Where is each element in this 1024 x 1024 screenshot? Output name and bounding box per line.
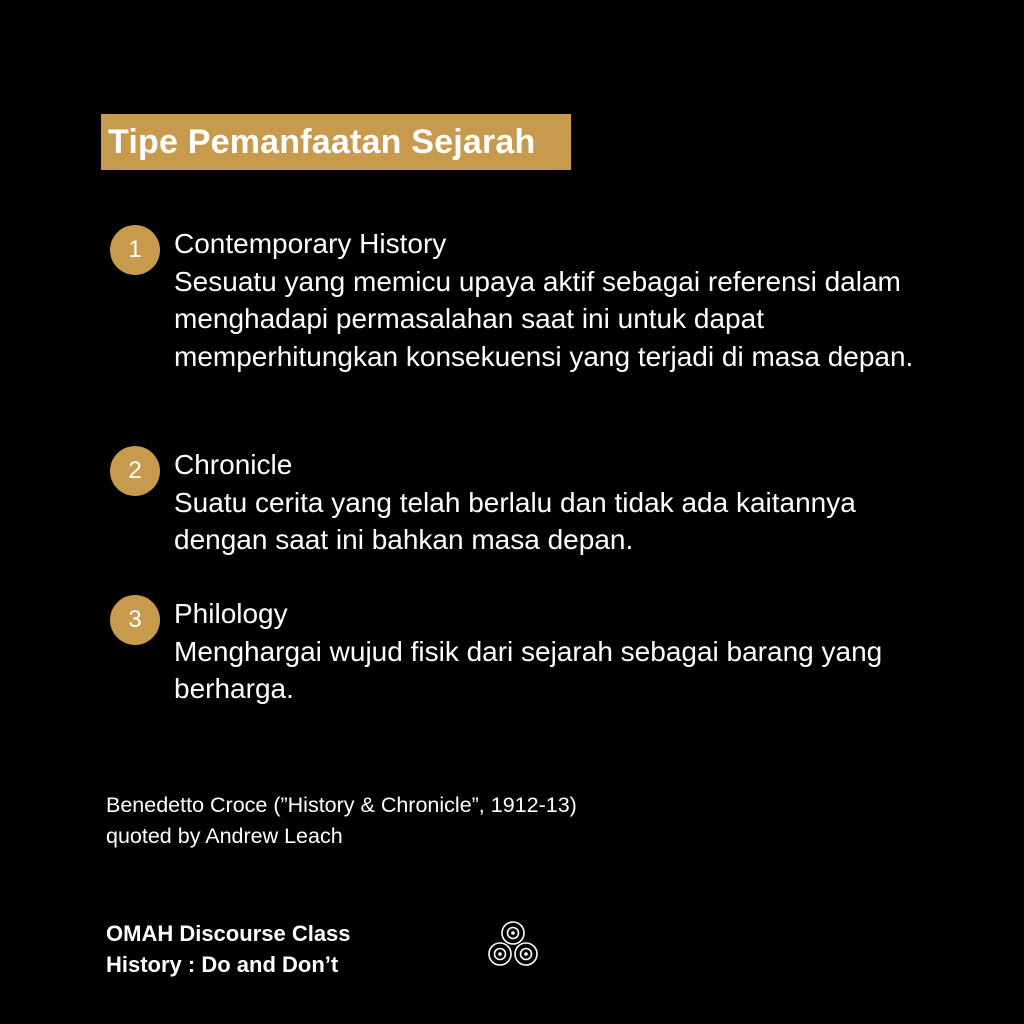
item-heading: Chronicle bbox=[174, 449, 293, 480]
item-description: Suatu cerita yang telah berlalu dan tidak ada kaitannya dengan saat ini bahkan masa depan. bbox=[174, 486, 856, 555]
page-title: Tipe Pemanfaatan Sejarah bbox=[108, 122, 536, 161]
list-item-chronicle bbox=[110, 446, 940, 559]
number-badge: 2 bbox=[110, 446, 160, 496]
item-heading: Contemporary History bbox=[174, 228, 447, 259]
list-item-philology bbox=[110, 595, 940, 708]
citation-source: Benedetto Croce (”History & Chronicle”, 1912-13) bbox=[106, 793, 577, 817]
title-banner bbox=[101, 114, 571, 170]
class-name: OMAH Discourse Class bbox=[106, 921, 351, 946]
session-title: History : Do and Don’t bbox=[106, 952, 339, 977]
number-badge: 1 bbox=[110, 225, 160, 275]
list-item-contemporary-history bbox=[110, 225, 940, 375]
number-badge: 3 bbox=[110, 595, 160, 645]
citation-attribution: quoted by Andrew Leach bbox=[106, 824, 343, 848]
triple-spiral-icon bbox=[483, 914, 543, 974]
item-description: Menghargai wujud fisik dari sejarah sebagai barang yang berharga. bbox=[174, 635, 883, 704]
footer-label bbox=[106, 918, 351, 980]
item-description: Sesuatu yang memicu upaya aktif sebagai referensi dalam menghadapi permasalahan saat ini untuk dapat memperhitungkan konsekuensi yang terjadi di masa depan. bbox=[174, 265, 914, 372]
item-heading: Philology bbox=[174, 598, 288, 629]
citation bbox=[106, 790, 577, 852]
